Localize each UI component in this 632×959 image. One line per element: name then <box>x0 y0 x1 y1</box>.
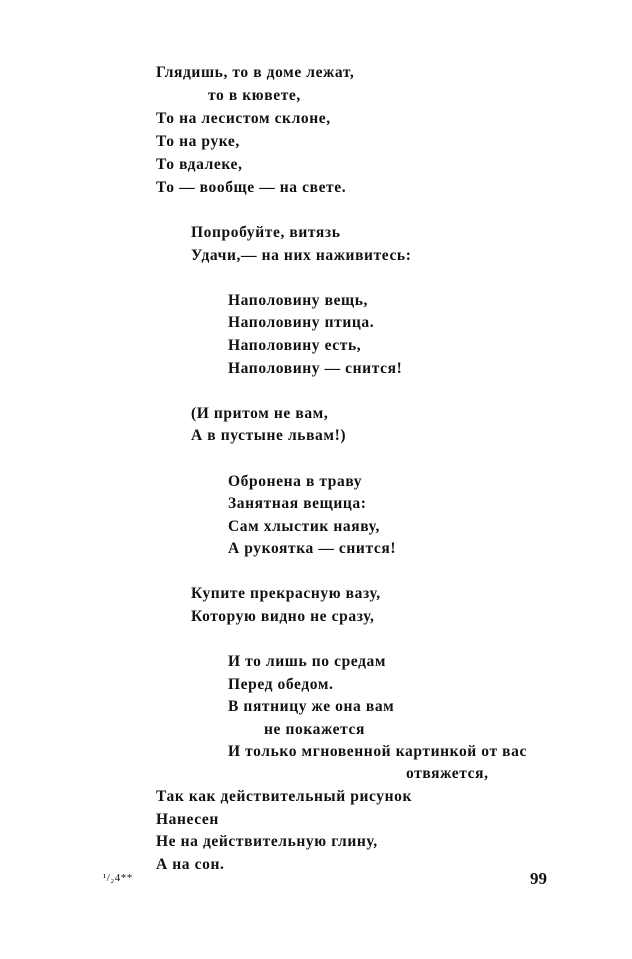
poem-line: А рукоятка — снится! <box>228 540 397 557</box>
poem-line: (И притом не вам, <box>191 405 329 422</box>
poem-line: Так как действительный рисунок <box>156 788 413 805</box>
poem-line: Наполовину есть, <box>228 337 362 354</box>
poem-line: Обронена в траву <box>228 473 363 490</box>
poem-line: Купите прекрасную вазу, <box>191 585 381 602</box>
poem-line: И то лишь по средам <box>228 653 387 670</box>
poem-line: Перед обедом. <box>228 676 334 693</box>
page-number: 99 <box>530 869 547 888</box>
poem-line: Попробуйте, витязь <box>191 224 341 241</box>
poem-line: то в кювете, <box>208 87 301 104</box>
poem-line: Не на действительную глину, <box>156 833 378 850</box>
poem-line: А на сон. <box>156 856 225 873</box>
poem-line: И только мгновенной картинкой от вас <box>228 743 527 760</box>
poem-line: Наполовину — снится! <box>228 360 403 377</box>
poem-line: Занятная вещица: <box>228 495 367 512</box>
poem-line: Сам хлыстик наяву, <box>228 518 380 535</box>
poem-line: Нанесен <box>156 811 219 828</box>
poem-line: То на лесистом склоне, <box>156 110 331 127</box>
poem-line: То на руке, <box>156 133 240 150</box>
poem-line: Глядишь, то в доме лежат, <box>156 64 355 81</box>
poem-line: Наполовину птица. <box>228 314 375 331</box>
poem-line: Наполовину вещь, <box>228 292 369 309</box>
poem-line: Удачи,— на них наживитесь: <box>191 247 412 264</box>
poem-line: не покажется <box>264 721 365 738</box>
poem-line: В пятницу же она вам <box>228 698 395 715</box>
poem-line: отвяжется, <box>406 765 489 782</box>
poem-line: То — вообще — на свете. <box>156 179 347 196</box>
poem-line: Которую видно не сразу, <box>191 608 375 625</box>
printer-signature: ¹/₂4** <box>103 872 133 884</box>
poem-line: То вдалеке, <box>156 156 243 173</box>
poem-line: А в пустыне львам!) <box>191 427 347 444</box>
